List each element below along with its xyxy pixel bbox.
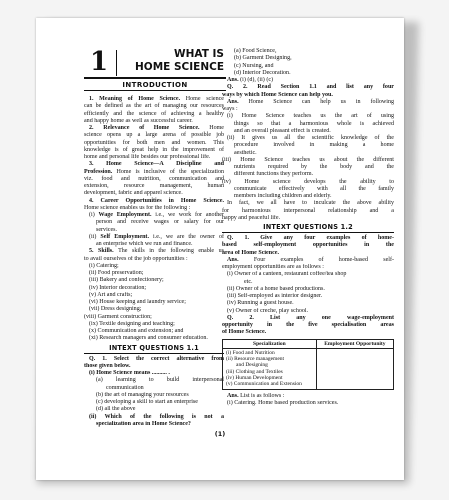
text-line: person and receive wages or salary for our: [96, 219, 224, 226]
text-line: Profession. Home is inclusive of the specialization: [84, 168, 224, 175]
text-line: (i) Catering;: [89, 262, 119, 269]
table-header-specialization: Specialization: [223, 339, 317, 348]
text-line: 2. Relevance of Home Science. Home: [89, 125, 224, 131]
text-line: (xi) Research managers and consumer education.: [89, 335, 208, 342]
table-row: and Designing: [236, 362, 268, 369]
right-questions: [222, 235, 394, 337]
text-line: nutrients required by the body and the: [234, 164, 394, 170]
right-answers: [222, 393, 394, 408]
chapter-header: [84, 47, 224, 96]
text-line: communication: [106, 384, 144, 391]
text-line: (i) Catering. Home based production services.: [227, 399, 339, 406]
text-line: 4. Career Opportunities in Home Science.: [89, 197, 224, 204]
text-line: (v) Owner of creche, play school.: [227, 307, 309, 314]
text-line: (b) Garment Designing,: [234, 55, 292, 62]
text-line: Ans. List is as follows :: [227, 392, 285, 399]
text-line: those given below.: [84, 362, 131, 369]
text-line: (d) Interior Decoration.: [234, 69, 291, 76]
table-row: (ii) Resource management: [226, 356, 285, 363]
table-header-employment: Employment Opportunity: [316, 339, 393, 348]
heading-rule: [222, 232, 394, 233]
text-line: (ix) Textile designing and teaching;: [89, 320, 175, 327]
text-line: based self-employment opportunities in the: [222, 242, 394, 249]
text-line: development, fabric and apparel science.: [84, 190, 183, 197]
text-line: ways :: [222, 106, 238, 112]
table-specialization-cell: [223, 348, 317, 389]
text-line: Home science enables us for the following :: [84, 204, 191, 211]
right-column: [222, 48, 394, 407]
right-body: [222, 48, 394, 222]
text-line: Q. 1. Select the correct alternative from: [89, 355, 224, 362]
left-column: [84, 96, 224, 428]
text-line: (i) Owner of a canteen, restaurant coffee/tea shop: [227, 271, 347, 278]
table-employment-cell: [316, 348, 393, 389]
text-line: and happy home as well as successful career.: [84, 117, 193, 124]
text-line: (ii) It gives us all the scientific knowledge of the: [227, 135, 394, 141]
page-number: (1): [214, 430, 226, 438]
text-line: efficiently and the science of achieving a healthy: [84, 110, 224, 117]
book-page: [36, 18, 404, 480]
table-row: (i) Food and Nutrition: [226, 349, 275, 356]
text-line: (vii) Dress designing;: [89, 306, 142, 313]
text-line: opportunity in the five specialisation areas: [222, 322, 394, 328]
text-line: (ii) Food preservation;: [89, 270, 144, 276]
chapter-rule: [84, 77, 226, 79]
text-line: 3. Home Science—A Discipline and: [89, 161, 224, 168]
text-line: science opens up a large arena of possible job: [84, 132, 224, 139]
text-line: can be defined as the art of managing our resources: [84, 103, 224, 110]
text-line: (v) Art and crafts;: [89, 291, 133, 298]
text-line: (c) Nursing, and: [234, 62, 274, 69]
text-line: (x) Communication and extension; and: [89, 328, 184, 334]
text-line: different functions they perform.: [234, 171, 314, 178]
text-line: opportunities for both men and women. This: [84, 139, 224, 146]
text-line: for harmonious interpersonal relationship and a: [222, 207, 394, 214]
left-questions: [84, 356, 224, 429]
text-line: things so that a harmonious whole is achieved: [234, 120, 394, 127]
text-line: (a) learning to build interpersonal: [96, 377, 224, 384]
text-line: (ii) Which of the following is not a: [89, 413, 224, 420]
text-line: communicate effectively with all the family: [234, 185, 394, 192]
text-line: In fact, we all have to inculcate the above ability: [227, 200, 394, 207]
text-line: etc.: [244, 278, 253, 285]
chapter-title-line1: WHAT IS: [174, 48, 224, 60]
text-line: (iv) Interior decoration;: [89, 284, 147, 291]
table-row: (iii) Clothing and Textiles: [226, 368, 283, 375]
text-line: area of Home Science.: [222, 249, 279, 256]
specialisation-table: [222, 339, 394, 390]
text-line: Ans. (i) (d), (ii) (c): [227, 77, 274, 83]
chapter-divider: [116, 50, 117, 76]
text-line: (iv) Running a guest house.: [227, 300, 294, 307]
intext-questions-1-1-heading: INTEXT QUESTIONS 1.1: [109, 343, 199, 352]
table-row: (v) Communication and Extension: [226, 381, 302, 388]
text-line: (iii) Bakery and confectionery;: [89, 277, 164, 284]
text-line: to avail ourselves of the job opportunities :: [84, 255, 188, 262]
chapter-number: 1: [89, 47, 109, 77]
text-line: (iii) Self-employed as interior designer.: [227, 293, 323, 299]
text-line: (i) Home Science means .......... .: [89, 370, 170, 376]
text-line: (ii) Owner of a home based productions.: [227, 285, 325, 292]
text-line: (b) the art of managing your resources: [96, 391, 189, 398]
section-rule: [84, 90, 226, 91]
text-line: home and personal life besides our professional life.: [84, 154, 211, 160]
text-line: (iv) Home science develops the ability to: [222, 178, 394, 185]
text-line: Ans. Four examples of home-based self-: [227, 256, 394, 263]
text-line: Q. 2. List any one wage-employment: [227, 314, 394, 321]
text-line: (iii) Home Science teaches us about the different: [222, 156, 394, 163]
text-line: ways by which Home Science can help you.: [222, 91, 333, 98]
text-line: (viii) Garment construction;: [84, 313, 152, 320]
text-line: knowledge is of great help in the improvement of: [84, 146, 224, 153]
heading-rule: [84, 353, 224, 354]
text-line: an enterprise which we run and finance.: [96, 241, 193, 247]
text-line: (ii) Self Employment. i.e., we are the owner of: [89, 233, 224, 240]
text-line: (i) Home Science teaches us the art of using: [227, 113, 394, 120]
text-line: 1. Meaning of Home Science. Home science: [89, 96, 224, 102]
text-line: Q. 2. Read Section 1.1 and list any four: [227, 84, 394, 91]
text-line: (d) all the above: [96, 406, 136, 413]
text-line: Q. 1. Give any four examples of home-: [227, 235, 394, 241]
text-line: and an overall pleasant effect is created.: [234, 127, 331, 134]
text-line: services.: [96, 226, 117, 233]
intext-questions-1-2-heading: INTEXT QUESTIONS 1.2: [263, 223, 353, 231]
text-line: (a) Food Science,: [234, 48, 277, 54]
text-line: happy and peaceful life.: [222, 214, 281, 221]
text-line: (i) Wage Employment. i.e., we work for another: [89, 212, 224, 218]
section-title: INTRODUCTION: [122, 81, 188, 89]
text-line: extension, resource management, human: [84, 183, 224, 189]
text-line: aesthetic.: [234, 149, 257, 156]
text-line: of Home Science.: [222, 329, 267, 336]
text-line: procedure involved in making a home: [234, 142, 394, 149]
text-line: 5. Skills. The skills in the following enable us: [89, 248, 224, 255]
text-line: viz. food and nutrition, communication and: [84, 175, 224, 182]
chapter-title-line2: HOME SCIENCE: [134, 60, 224, 73]
text-line: Ans. Home Science can help us in following: [227, 98, 394, 105]
text-line: (vi) House keeping and laundry service;: [89, 299, 186, 305]
chapter-title: [124, 48, 224, 73]
text-line: employment opportunities are as follows :: [222, 264, 324, 270]
left-body: [84, 96, 224, 343]
text-line: (c) developing a skill to start an enterprise: [96, 399, 198, 405]
table-row: (iv) Human Development: [226, 374, 283, 381]
text-line: specialization area in Home Science?: [96, 420, 191, 427]
text-line: members including children and elderly.: [234, 193, 332, 199]
